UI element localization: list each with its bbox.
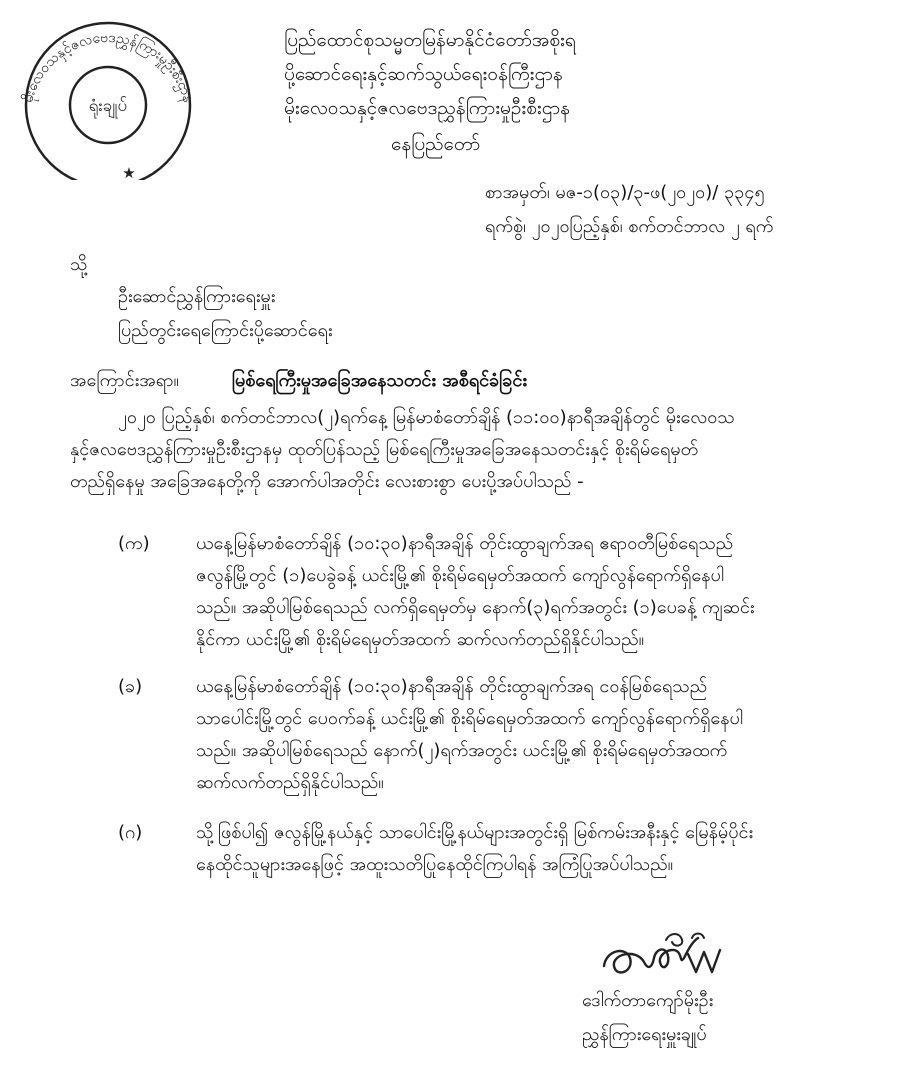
intro-line-3: တည်ရှိနေမှု အခြေအနေတို့ကို အောက်ပါအတိုင်း လေးစားစွာ ပေးပို့အပ်ပါသည် - [70,471,584,492]
header-government: ပြည်ထောင်စုသမ္မတမြန်မာနိုင်ငံတော်အစိုးရ [284,29,576,51]
letter-number: စာအမှတ်၊ မဇ-၁(၀၃)/၃-ဖ(၂၀၂၀)/ ၃၃၄၅ [485,182,765,203]
handwritten-signature-icon [596,928,736,988]
item-line: ဆက်လက်တည်ရှိနိုင်ပါသည်။ [196,772,384,793]
item-number: (ဂ) [118,822,143,843]
intro-line-1: ၂၀၂၀ ပြည့်နှစ်၊ စက်တင်ဘာလ(၂)ရက်နေ့ မြန်မာစံတော်ချိန် (၁၁:၀၀)နာရီအချိန်တွင် မိုးလေဝသ [118,407,735,428]
item-line: ယနေ့မြန်မာစံတော်ချိန် (၁၀:၃၀)နာရီအချိန် တိုင်းထွာချက်အရ ငဝန်မြစ်ရေသည် [196,676,708,697]
intro-line-2: နှင့်ဇလဗေဒညွှန်ကြားမှုဦးစီးဌာနမှ ထုတ်ပြန်သည့် မြစ်ရေကြီးမှုအခြေအနေသတင်းနှင့် စိုးရိမ်ရေမှတ် [70,439,699,460]
letter-date: ရက်စွဲ၊ ၂၀၂၀ပြည့်နှစ်၊ စက်တင်ဘာလ ၂ ရက် [485,216,774,237]
recipient-office: ပြည်တွင်းရေကြောင်းပို့ဆောင်ရေး [118,320,333,341]
subject-text: မြစ်ရေကြီးမှုအခြေအနေသတင်း အစီရင်ခံခြင်း [232,370,527,391]
item-line: ဇလွန်မြို့တွင် (၁)ပေခွဲခန့် ယင်းမြို့၏ စိုးရိမ်ရေမှတ်အထက် ကျော်လွန်ရောက်ရှိနေပါ [196,565,724,586]
signatory-name: ဒေါက်တာကျော်မိုးဦး [582,990,714,1011]
header-department: မိုးလေဝသနှင့်ဇလဗေဒညွှန်ကြားမှုဦးစီးဌာန [284,97,570,119]
seal-ring-text: မိုးလေဝသနှင့်ဇလဗေဒညွှန်ကြားမှုဦးစီးဌာန [20,29,196,105]
to-label: သို့ [70,254,88,275]
item-line: နိုင်ကာ ယင်းမြို့၏ စိုးရိမ်ရေမှတ်အထက် ဆက်လက်တည်ရှိနိုင်ပါသည်။ [196,629,645,650]
seal-star-icon: ★ [122,164,136,180]
header-city: နေပြည်တော် [391,133,481,155]
subject-label: အကြောင်းအရာ။ [70,370,179,391]
item-line: သာပေါင်းမြို့တွင် ပေဝက်ခန့် ယင်းမြို့၏ စိုးရိမ်ရေမှတ်အထက် ကျော်လွန်ရောက်ရှိနေပါ [196,708,743,729]
item-number: (က) [118,533,150,554]
item-line: သို့ဖြစ်ပါ၍ ဇလွန်မြို့နယ်နှင့် သာပေါင်းမြို့နယ်များအတွင်းရှိ မြစ်ကမ်းအနီးနှင့် မြေနိမ့်ပိုင်း [196,822,754,843]
item-number: (ခ) [118,676,143,697]
item-line: ယနေ့မြန်မာစံတော်ချိန် (၁၀:၃၀)နာရီအချိန် တိုင်းထွာချက်အရ ဧရာဝတီမြစ်ရေသည် [196,533,734,554]
recipient-title: ဦးဆောင်ညွှန်ကြားရေးမှူး [118,286,276,307]
item-line: နေထိုင်သူများအနေဖြင့် အထူးသတိပြုနေထိုင်ကြပါရန် အကြံပြုအပ်ပါသည်။ [196,854,674,875]
header-ministry: ပို့ဆောင်ရေးနှင့်ဆက်သွယ်ရေးဝန်ကြီးဌာန [284,63,563,85]
department-seal-icon [8,10,208,180]
signatory-title: ညွှန်ကြားရေးမှူးချုပ် [582,1024,707,1045]
item-line: သည်။ အဆိုပါမြစ်ရေသည် လက်ရှိရေမှတ်မှ နောက်(၃)ရက်အတွင်း (၁)ပေခန့် ကျဆင်း [196,597,755,618]
item-line: သည်။ အဆိုပါမြစ်ရေသည် နောက်(၂)ရက်အတွင်း ယင်းမြို့၏ စိုးရိမ်ရေမှတ်အထက် [196,740,728,761]
seal-center-text: ရုံးချုပ် [88,96,128,116]
